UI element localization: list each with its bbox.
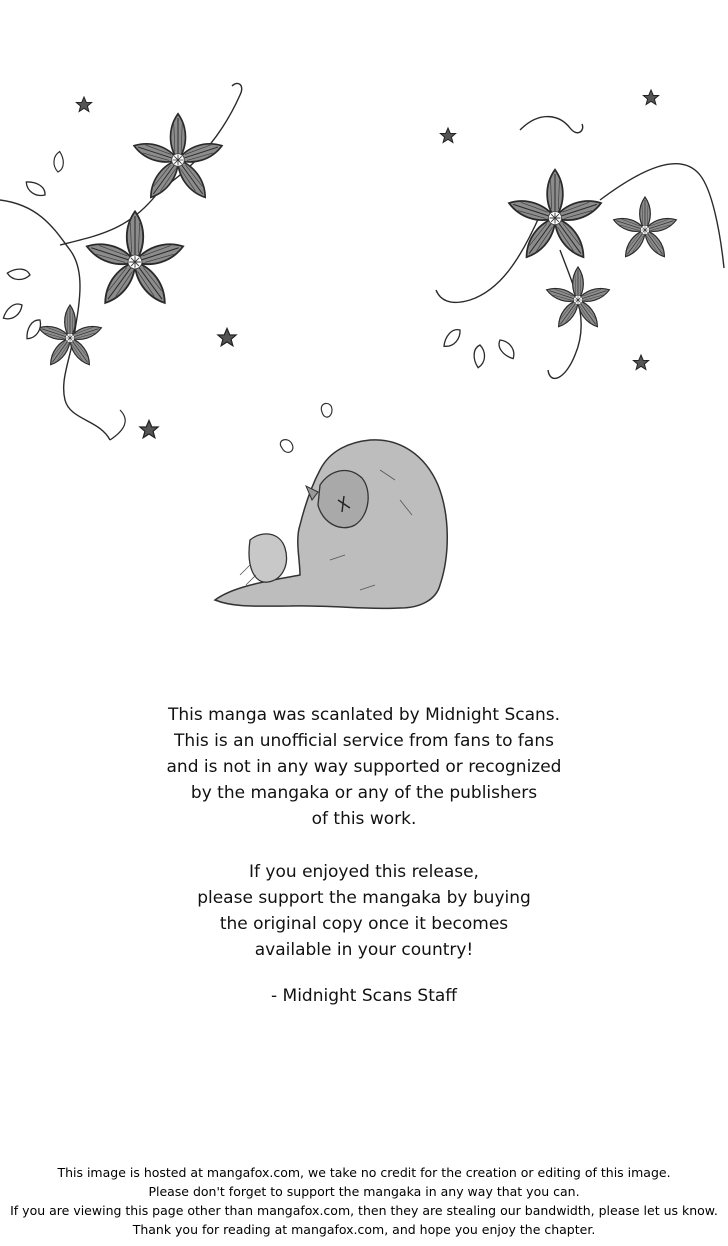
- notice-line: of this work.: [311, 809, 417, 829]
- notice-line: and is not in any way supported or recognized: [166, 757, 562, 777]
- paragraph-gap: [0, 832, 728, 859]
- footer-line: Thank you for reading at mangafox.com, and hope you enjoy the chapter.: [132, 1222, 596, 1237]
- hosting-footer: [0, 1163, 728, 1239]
- footer-line: If you are viewing this page other than mangafox.com, then they are stealing our bandwidth, please let us know.: [10, 1203, 718, 1218]
- support-line: please support the mangaka by buying: [197, 888, 531, 908]
- right-flower-vine: [436, 90, 724, 378]
- notice-line: This manga was scanlated by Midnight Scans.: [167, 705, 561, 725]
- cat-illustration: [215, 403, 447, 608]
- footer-line: This image is hosted at mangafox.com, we take no credit for the creation or editing of this image.: [57, 1165, 671, 1180]
- footer-line: Please don't forget to support the mangaka in any way that you can.: [148, 1184, 580, 1199]
- scanlation-notice: [0, 702, 728, 1009]
- support-line: available in your country!: [254, 940, 474, 960]
- notice-line: by the mangaka or any of the publishers: [190, 783, 538, 803]
- support-line: the original copy once it becomes: [219, 914, 509, 934]
- notice-line: This is an unofficial service from fans to fans: [174, 731, 554, 751]
- staff-signature: - Midnight Scans Staff: [270, 986, 458, 1006]
- left-flower-vine: [0, 83, 242, 440]
- support-line: If you enjoyed this release,: [249, 862, 479, 882]
